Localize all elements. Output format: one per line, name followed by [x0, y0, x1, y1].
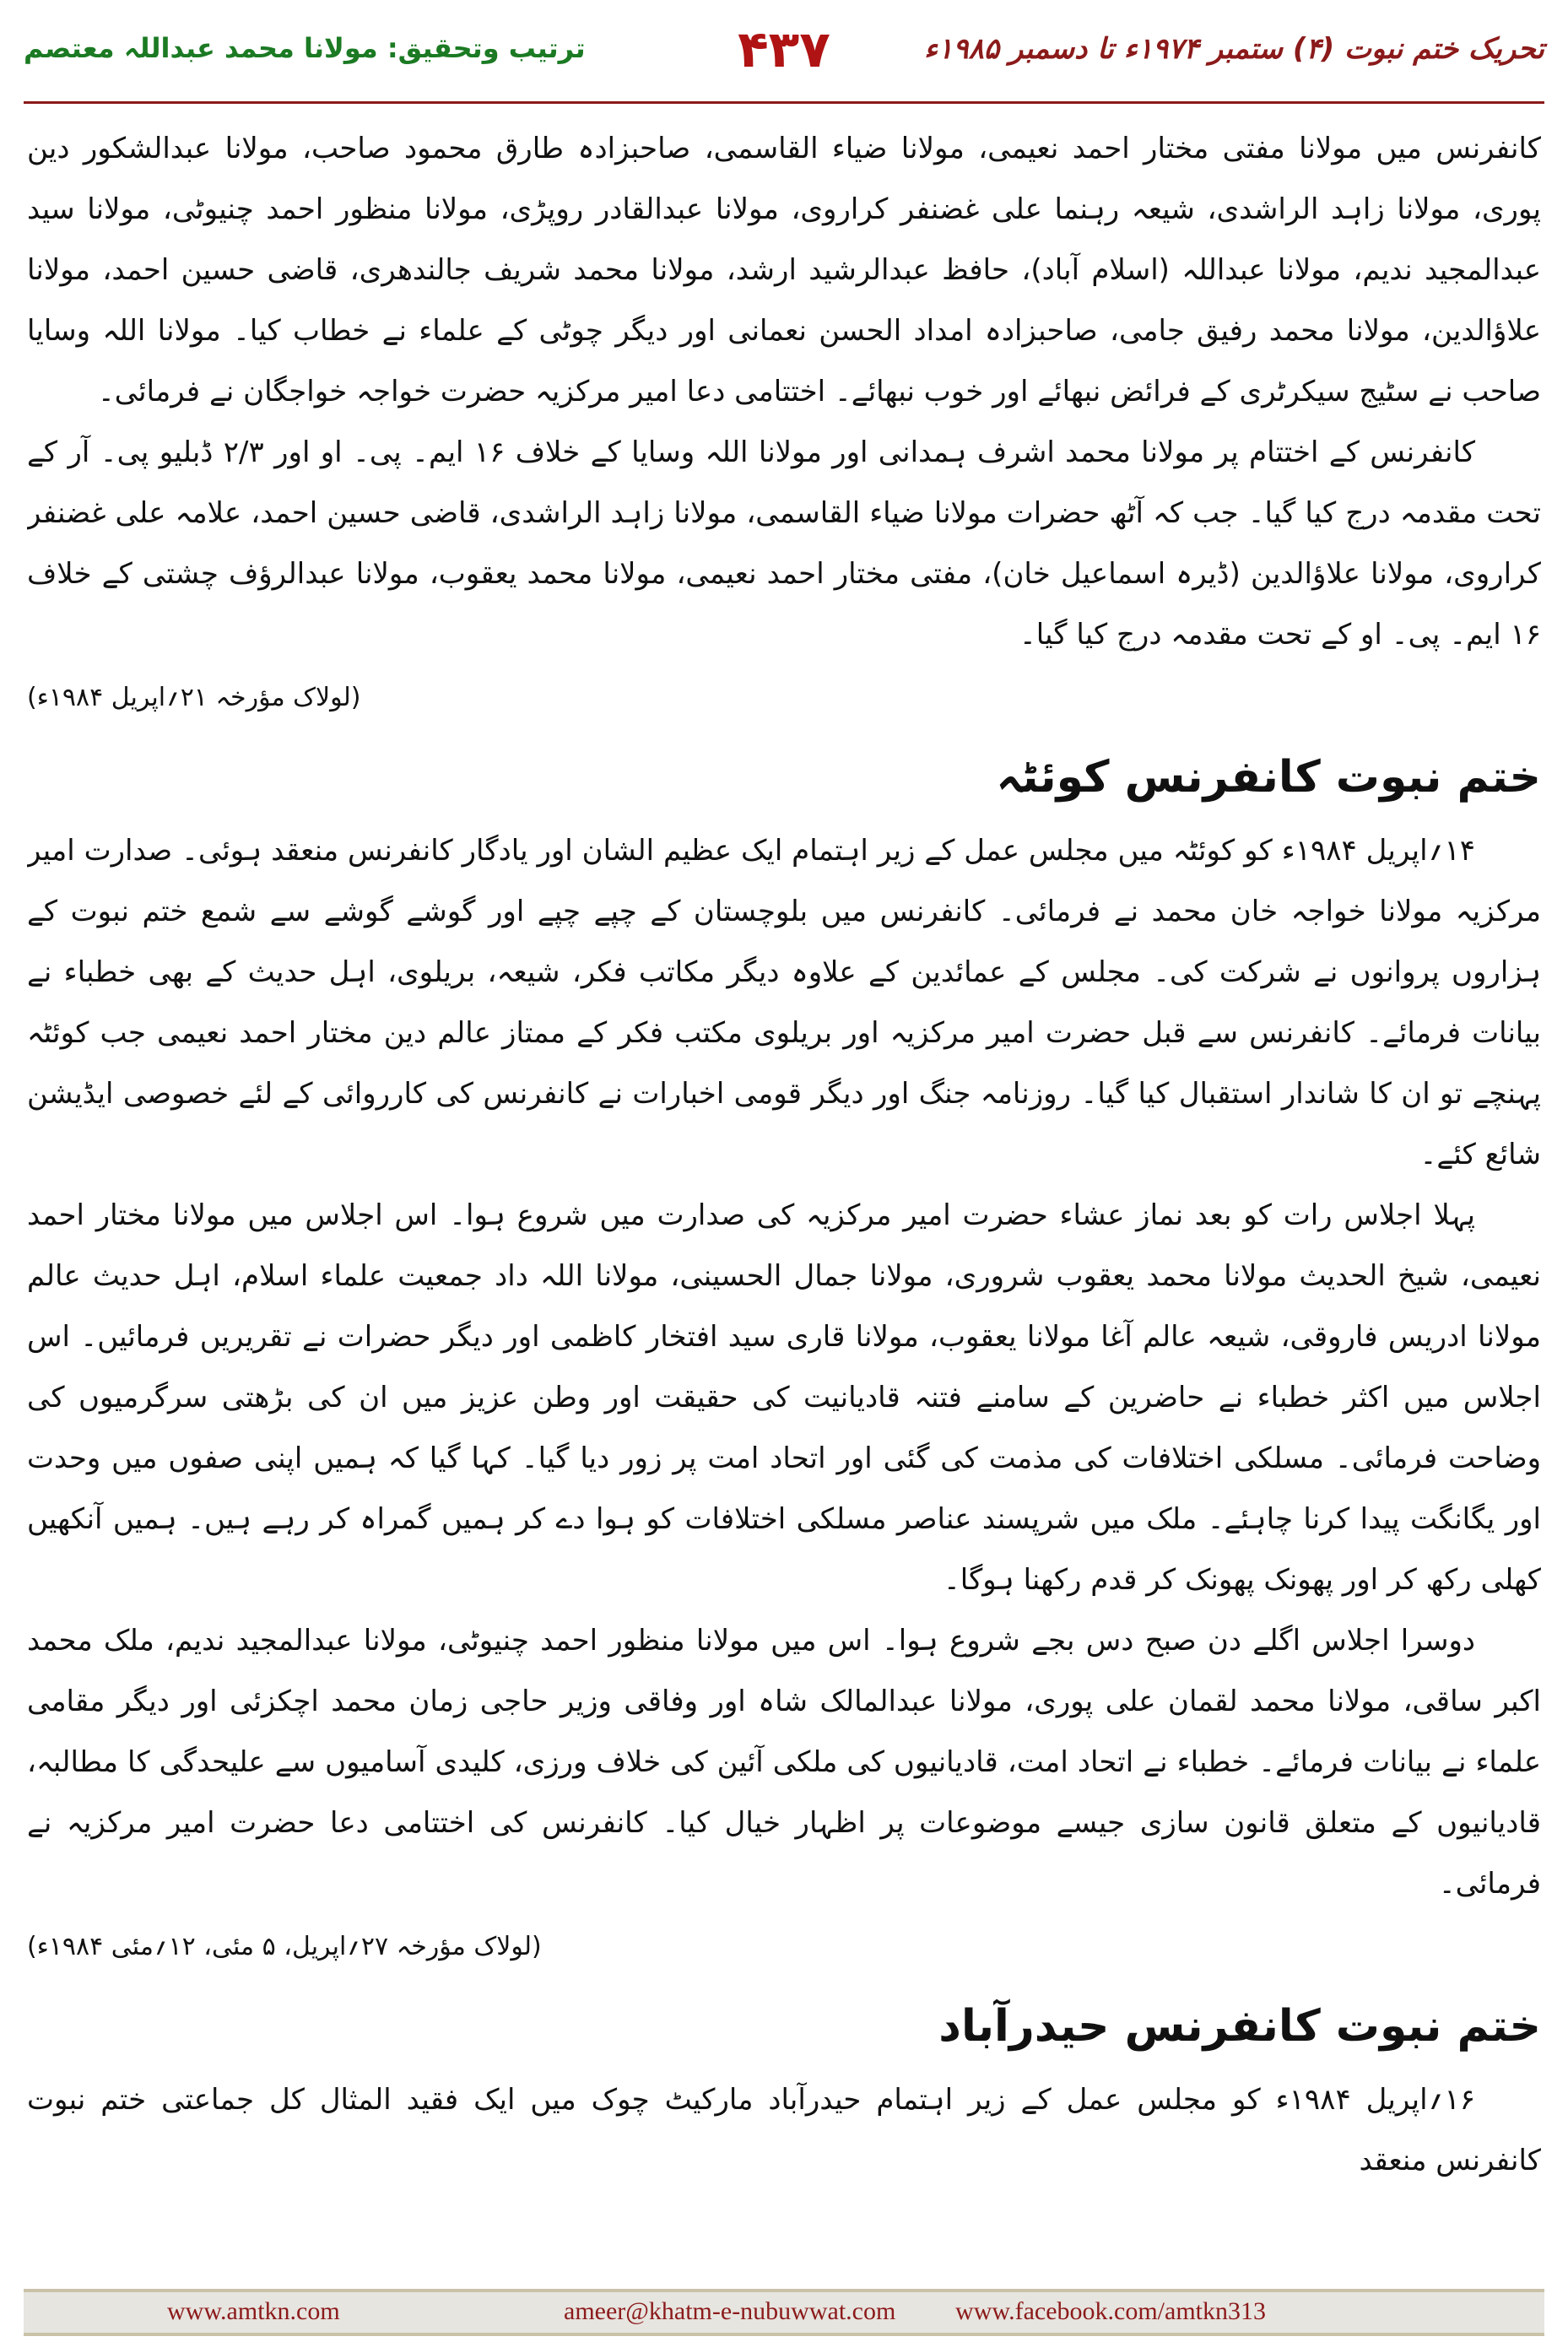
paragraph-6: ۱۶؍اپریل ۱۹۸۴ء کو مجلس عمل کے زیر اہتمام حیدرآباد مارکیٹ چوک میں ایک فقید المثال کل جماعتی ختم نبوت کانفرنس منعقد	[27, 2083, 1541, 2177]
header-divider	[24, 101, 1544, 104]
compiler-credit: ترتیب وتحقیق: مولانا محمد عبداللہ معتصم	[24, 32, 586, 64]
page-footer	[24, 2289, 1544, 2336]
paragraph-5: دوسرا اجلاس اگلے دن صبح دس بجے شروع ہوا۔ اس میں مولانا منظور احمد چنیوٹی، مولانا عبدالمجید ندیم، ملک محمد اکبر ساقی، مولانا محمد لقمان علی پوری، مولانا عبدالمالک شاہ اور وفاقی وزیر حاجی زمان محمد اچکزئی اور دیگر مقامی علماء نے بیانات فرمائے۔ خطباء نے اتحاد امت، قادیانیوں کی ملکی آئین کی خلاف ورزی، کلیدی آسامیوں سے علیحدگی کا مطالبہ، قادیانیوں کے متعلق قانون سازی جیسے موضوعات پر اظہار خیال کیا۔ کانفرنس کی اختتامی دعا حضرت امیر مرکزیہ نے فرمائی۔	[27, 1624, 1541, 1901]
page-body	[27, 118, 1541, 2279]
reference-1-text: (لولاک مؤرخہ ۲۱؍اپریل ۱۹۸۴ء)	[27, 683, 361, 712]
paragraph-4: پہلا اجلاس رات کو بعد نماز عشاء حضرت امیر مرکزیہ کی صدارت میں شروع ہوا۔ اس اجلاس میں مولانا مختار احمد نعیمی، شیخ الحدیث مولانا محمد یعقوب شروری، مولانا جمال الحسینی، مولانا اللہ داد جمعیت علماء اسلام، اہل حدیث عالم مولانا ادریس فاروقی، شیعہ عالم آغا مولانا یعقوب، مولانا قاری سید افتخار کاظمی اور دیگر حضرات نے تقریریں فرمائیں۔ اس اجلاس میں اکثر خطباء نے حاضرین کے سامنے فتنہ قادیانیت کی حقیقت اور وطن عزیز میں ان کی بڑھتی سرگرمیوں کی وضاحت فرمائی۔ مسلکی اختلافات کی مذمت کی گئی اور اتحاد امت پر زور دیا گیا۔ کہا گیا کہ ہمیں اپنی صفوں میں وحدت اور یگانگت پیدا کرنا چاہئے۔ ملک میں شرپسند عناصر مسلکی اختلافات کو ہوا دے کر ہمیں گمراہ کر رہے ہیں۔ ہمیں آنکھیں کھلی رکھ کر اور پھونک پھونک کر قدم رکھنا ہوگا۔	[27, 1198, 1541, 1597]
reference-2	[27, 1921, 1541, 1973]
reference-2-text: (لولاک مؤرخہ ۲۷؍اپریل، ۵ مئی، ۱۲؍مئی ۱۹۸۴ء)	[27, 1932, 542, 1961]
section-heading-quetta: ختم نبوت کانفرنس کوئٹہ	[996, 752, 1541, 803]
reference-1	[27, 672, 1541, 724]
facebook-link[interactable]: www.facebook.com/amtkn313	[955, 2297, 1266, 2325]
paragraph-2: کانفرنس کے اختتام پر مولانا محمد اشرف ہمدانی اور مولانا اللہ وسایا کے خلاف ۱۶ ایم۔ پی۔ او اور ۲/۳ ڈبلیو پی۔ آر کے تحت مقدمہ درج کیا گیا۔ جب کہ آٹھ حضرات مولانا ضیاء القاسمی، مولانا زاہد الراشدی، قاضی حسین احمد، علامہ علی غضنفر کراروی، مولانا علاؤالدین (ڈیرہ اسماعیل خان)، مفتی مختار احمد نعیمی، مولانا محمد یعقوب، مولانا عبدالرؤف چشتی کے خلاف ۱۶ ایم۔ پی۔ او کے تحت مقدمہ درج کیا گیا۔	[27, 435, 1541, 652]
paragraph-1: کانفرنس میں مولانا مفتی مختار احمد نعیمی، مولانا ضیاء القاسمی، صاحبزادہ طارق محمود صاحب، مولانا عبدالشکور دین پوری، مولانا زاہد الراشدی، شیعہ رہنما علی غضنفر کراروی، مولانا عبدالقادر روپڑی، مولانا منظور احمد چنیوٹی، مولانا سید عبدالمجید ندیم، مولانا عبداللہ (اسلام آباد)، حافظ عبدالرشید ارشد، مولانا محمد شریف جالندھری، قاضی حسین احمد، مولانا علاؤالدین، مولانا محمد رفیق جامی، صاحبزادہ امداد الحسن نعمانی اور دیگر چوٹی کے علماء نے خطاب کیا۔ مولانا اللہ وسایا صاحب نے سٹیج سیکرٹری کے فرائض نبھائے اور خوب نبھائے۔ اختتامی دعا امیر مرکزیہ حضرت خواجہ خواجگان نے فرمائی۔	[27, 132, 1541, 408]
page-number: ۴۳۷	[738, 20, 830, 79]
section-heading-hyderabad: ختم نبوت کانفرنس حیدرآباد	[938, 2001, 1541, 2052]
paragraph-3: ۱۴؍اپریل ۱۹۸۴ء کو کوئٹہ میں مجلس عمل کے زیر اہتمام ایک عظیم الشان اور یادگار کانفرنس منعقد ہوئی۔ صدارت امیر مرکزیہ مولانا خواجہ خان محمد نے فرمائی۔ کانفرنس میں بلوچستان کے چپے چپے اور گوشے گوشے سے شمع ختم نبوت کے ہزاروں پروانوں نے شرکت کی۔ مجلس کے عمائدین کے علاوہ دیگر مکاتب فکر، شیعہ، بریلوی، اہل حدیث کے بھی خطباء نے بیانات فرمائے۔ کانفرنس سے قبل حضرت امیر مرکزیہ اور بریلوی مکتب فکر کے ممتاز عالم دین مختار احمد نعیمی جب کوئٹہ پہنچے تو ان کا شاندار استقبال کیا گیا۔ روزنامہ جنگ اور دیگر قومی اخبارات نے کانفرنس کی کارروائی کے لئے خصوصی ایڈیشن شائع کئے۔	[27, 834, 1541, 1171]
email-link[interactable]: ameer@khatm-e-nubuwwat.com	[564, 2297, 896, 2325]
page-header	[24, 20, 1544, 91]
website-link[interactable]: www.amtkn.com	[167, 2297, 340, 2325]
book-title: تحریک ختم نبوت (۴) ستمبر ۱۹۷۴ء تا دسمبر ۱۹۸۵ء	[924, 32, 1544, 66]
